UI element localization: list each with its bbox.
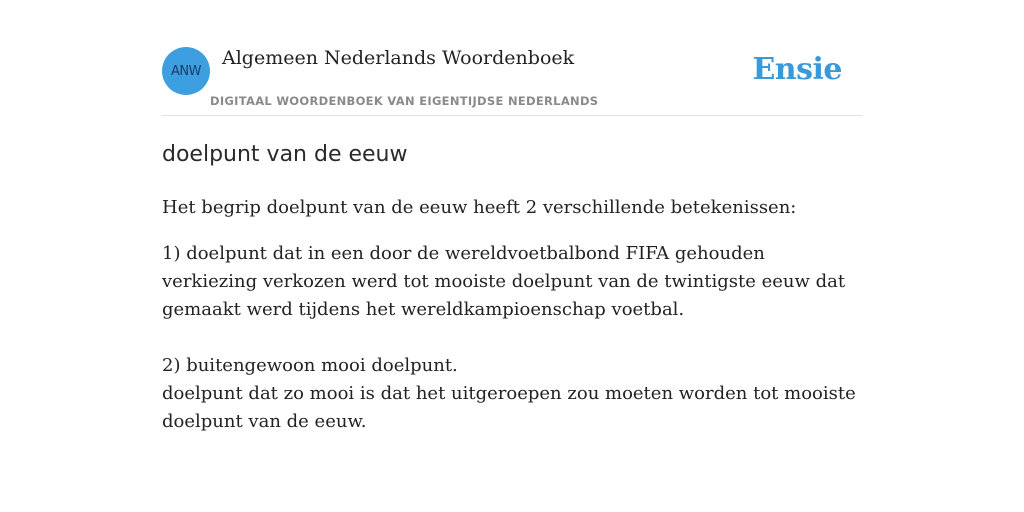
header: [162, 47, 862, 116]
definition-1: 1) doelpunt dat in een door de wereldvoetbalbond FIFA gehouden verkiezing verkozen werd tot mooiste doelpunt van de twintigste eeuw dat gemaakt werd tijdens het wereldkampioenschap voetbal.: [162, 243, 846, 320]
entry-intro: Het begrip doelpunt van de eeuw heeft 2 verschillende betekenissen:: [162, 197, 797, 218]
entry-title: doelpunt van de eeuw: [162, 142, 408, 167]
site-title[interactable]: Algemeen Nederlands Woordenboek: [222, 47, 575, 69]
definitions: [162, 240, 862, 436]
definition-2-text: doelpunt dat zo mooi is dat het uitgeroepen zou moeten worden tot mooiste doelpunt van de eeuw.: [162, 383, 856, 432]
definition-2-heading: 2) buitengewoon mooi doelpunt.: [162, 355, 458, 376]
anw-logo[interactable]: ANW: [162, 47, 210, 95]
ensie-brand-logo[interactable]: Ensie: [752, 52, 842, 87]
entry-card: [162, 0, 862, 436]
definition-spacer: [162, 324, 862, 352]
site-subtitle: DIGITAAL WOORDENBOEK VAN EIGENTIJDSE NEDERLANDS: [210, 94, 599, 108]
